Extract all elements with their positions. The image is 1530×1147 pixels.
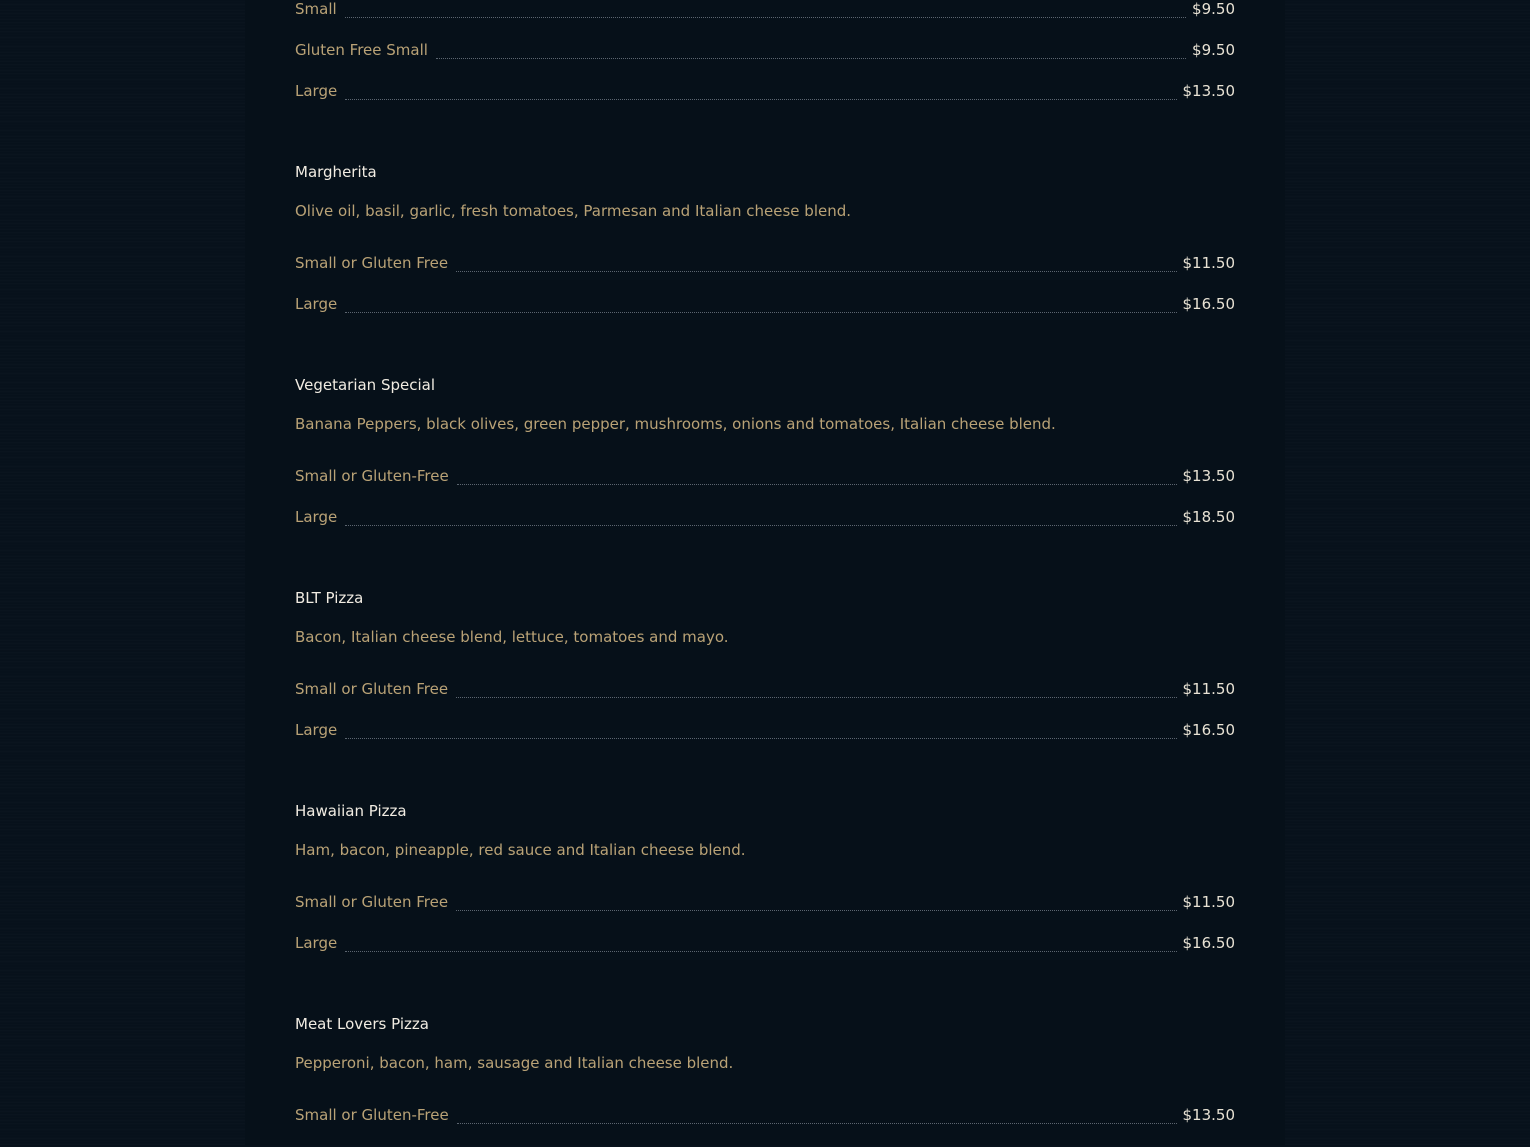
price-row <box>295 254 1235 295</box>
price-row <box>295 295 1235 336</box>
price-row <box>295 0 1235 41</box>
price-value: $18.50 <box>1182 508 1235 526</box>
price-row <box>295 893 1235 934</box>
price-value: $16.50 <box>1182 295 1235 313</box>
item-title: Meat Lovers Pizza <box>295 1015 429 1033</box>
price-value: $9.50 <box>1192 41 1235 59</box>
item-description: Ham, bacon, pineapple, red sauce and Italian cheese blend. <box>295 841 746 859</box>
item-title: Vegetarian Special <box>295 376 435 394</box>
dotted-leader <box>345 295 1176 313</box>
menu-item-hawaiian-pizza <box>295 802 1235 975</box>
size-label: Large <box>295 82 338 100</box>
item-description: Pepperoni, bacon, ham, sausage and Italian cheese blend. <box>295 1054 734 1072</box>
price-value: $9.50 <box>1192 0 1235 18</box>
price-value: $13.50 <box>1182 467 1235 485</box>
item-description: Banana Peppers, black olives, green pepper, mushrooms, onions and tomatoes, Italian cheese blend. <box>295 415 1056 433</box>
price-row <box>295 721 1235 762</box>
dotted-leader <box>457 1106 1177 1124</box>
dotted-leader <box>457 467 1177 485</box>
price-value: $16.50 <box>1182 721 1235 739</box>
size-label: Small or Gluten Free <box>295 680 449 698</box>
price-value: $11.50 <box>1182 893 1235 911</box>
price-value: $11.50 <box>1182 680 1235 698</box>
price-row <box>295 1106 1235 1147</box>
item-title: BLT Pizza <box>295 589 364 607</box>
price-row <box>295 41 1235 82</box>
dotted-leader <box>456 680 1176 698</box>
price-row <box>295 934 1235 975</box>
dotted-leader <box>345 82 1176 100</box>
item-description: Bacon, Italian cheese blend, lettuce, tomatoes and mayo. <box>295 628 729 646</box>
price-row <box>295 508 1235 549</box>
dotted-leader <box>345 934 1176 952</box>
price-value: $16.50 <box>1182 934 1235 952</box>
dotted-leader <box>345 508 1176 526</box>
size-label: Large <box>295 295 338 313</box>
price-row <box>295 680 1235 721</box>
size-label: Large <box>295 934 338 952</box>
size-label: Gluten Free Small <box>295 41 428 59</box>
item-title: Hawaiian Pizza <box>295 802 407 820</box>
item-description: Olive oil, basil, garlic, fresh tomatoes, Parmesan and Italian cheese blend. <box>295 202 852 220</box>
dotted-leader <box>345 721 1176 739</box>
size-label: Small <box>295 0 337 18</box>
dotted-leader <box>456 254 1176 272</box>
menu-item-margherita <box>295 163 1235 336</box>
price-value: $13.50 <box>1182 82 1235 100</box>
menu-item-blt-pizza <box>295 589 1235 762</box>
size-label: Small or Gluten Free <box>295 893 449 911</box>
dotted-leader <box>436 41 1186 59</box>
price-value: $13.50 <box>1182 1106 1235 1124</box>
size-label: Small or Gluten-Free <box>295 1106 449 1124</box>
size-label: Small or Gluten Free <box>295 254 449 272</box>
top-price-list <box>295 0 1235 123</box>
size-label: Large <box>295 508 338 526</box>
menu-item-vegetarian-special <box>295 376 1235 549</box>
size-label: Small or Gluten-Free <box>295 467 449 485</box>
menu-item-meat-lovers-pizza <box>295 1015 1235 1147</box>
price-value: $11.50 <box>1182 254 1235 272</box>
item-title: Margherita <box>295 163 377 181</box>
price-row <box>295 467 1235 508</box>
dotted-leader <box>345 0 1186 18</box>
dotted-leader <box>456 893 1176 911</box>
price-row <box>295 82 1235 123</box>
size-label: Large <box>295 721 338 739</box>
